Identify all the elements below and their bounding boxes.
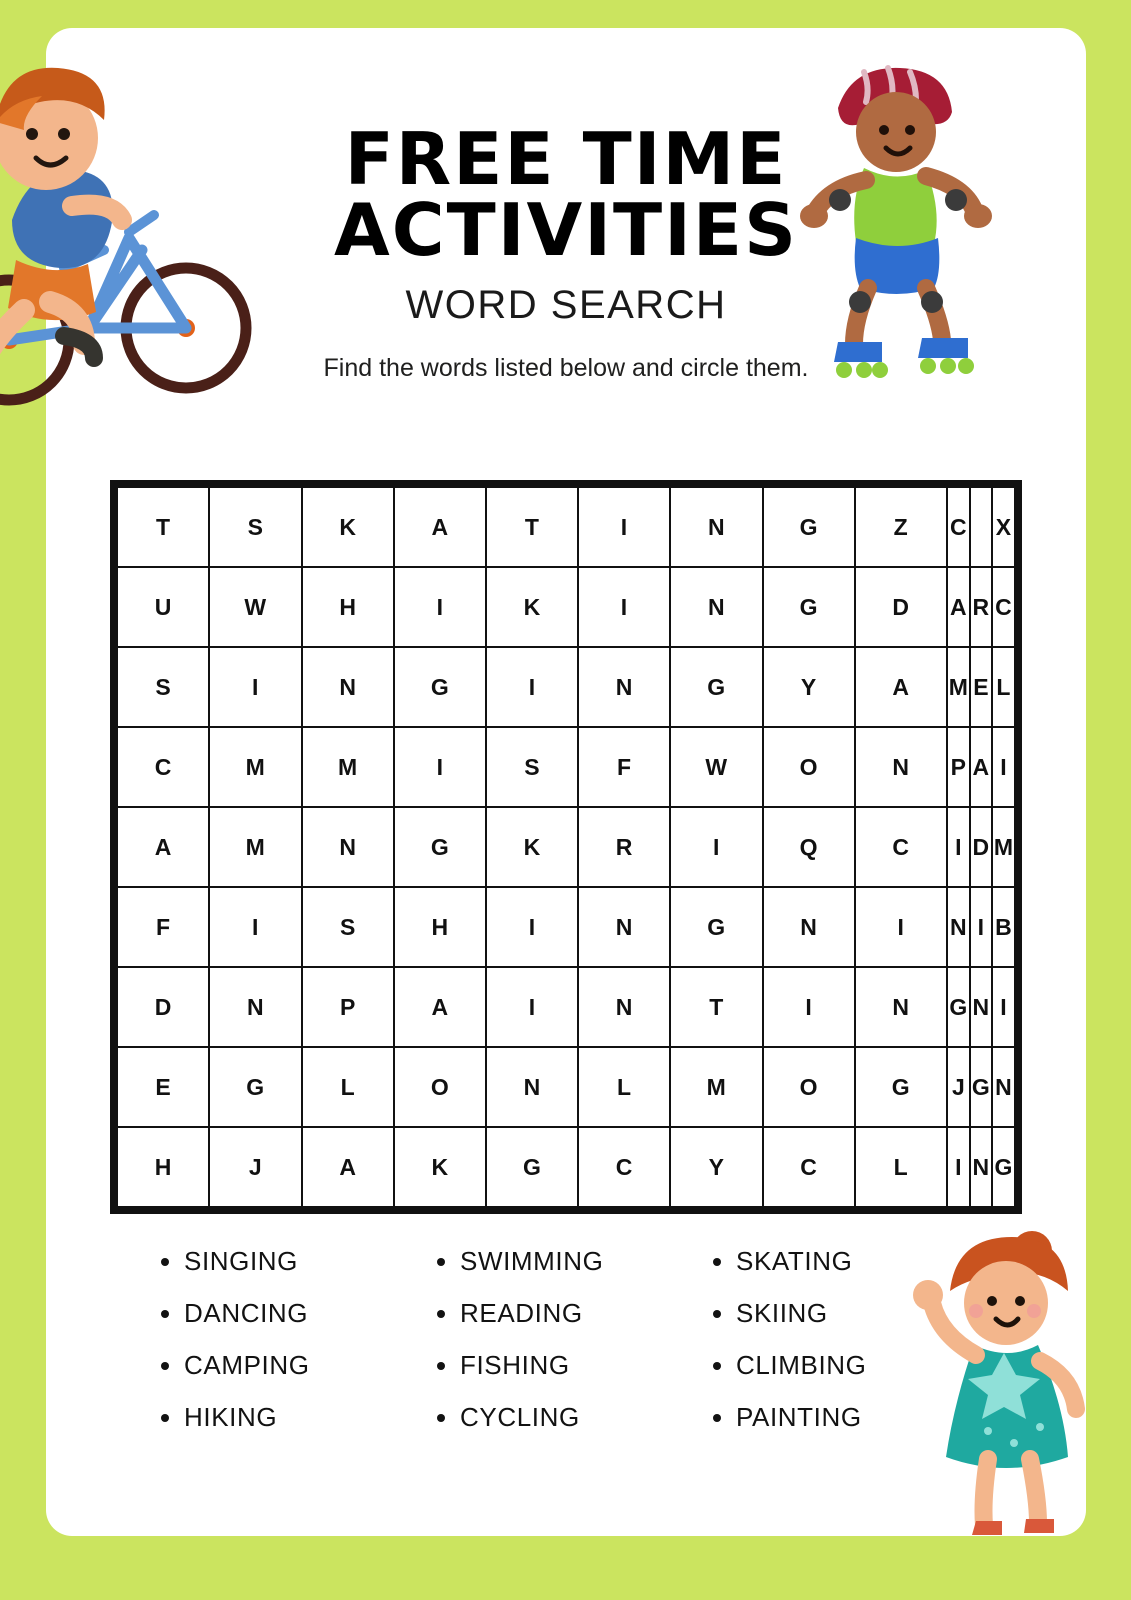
- grid-cell[interactable]: G: [763, 487, 855, 567]
- grid-cell[interactable]: O: [763, 1047, 855, 1127]
- grid-cell[interactable]: S: [302, 887, 394, 967]
- girl-waving-illustration: [880, 1215, 1100, 1565]
- grid-cell[interactable]: F: [578, 727, 670, 807]
- word-list: [156, 1246, 986, 1454]
- grid-cell[interactable]: R: [578, 807, 670, 887]
- grid-cell[interactable]: N: [486, 1047, 578, 1127]
- grid-cell[interactable]: A: [117, 807, 209, 887]
- grid-cell[interactable]: Y: [763, 647, 855, 727]
- instructions-text: Find the words listed below and circle them.: [323, 354, 809, 383]
- grid-cell[interactable]: Q: [763, 807, 855, 887]
- grid-cell[interactable]: X: [992, 487, 1015, 567]
- list-item: • SWIMMING: [460, 1246, 708, 1277]
- grid-cell[interactable]: R: [970, 567, 992, 647]
- grid-cell[interactable]: S: [117, 647, 209, 727]
- grid-body: [117, 487, 1015, 1207]
- grid-cell[interactable]: D: [855, 567, 947, 647]
- grid-cell[interactable]: W: [209, 567, 302, 647]
- grid-cell[interactable]: A: [970, 727, 992, 807]
- grid-cell[interactable]: I: [578, 567, 670, 647]
- grid-cell[interactable]: E: [117, 1047, 209, 1127]
- list-item: • FISHING: [460, 1350, 708, 1381]
- list-item: • SKATING: [736, 1246, 984, 1277]
- grid-cell[interactable]: J: [209, 1127, 302, 1207]
- grid-cell[interactable]: C: [117, 727, 209, 807]
- grid-cell[interactable]: N: [302, 807, 394, 887]
- grid-cell[interactable]: I: [486, 967, 578, 1047]
- table-row: [117, 807, 1015, 887]
- grid-cell[interactable]: M: [209, 727, 302, 807]
- list-item: • READING: [460, 1298, 708, 1329]
- grid-cell[interactable]: G: [670, 887, 763, 967]
- grid-cell[interactable]: D: [970, 807, 992, 887]
- grid-cell[interactable]: A: [394, 967, 486, 1047]
- grid-cell[interactable]: I: [578, 487, 670, 567]
- grid-cell[interactable]: C: [763, 1127, 855, 1207]
- grid-cell[interactable]: I: [394, 727, 486, 807]
- grid-cell[interactable]: K: [486, 567, 578, 647]
- grid-cell[interactable]: A: [302, 1127, 394, 1207]
- grid-cell[interactable]: G: [670, 647, 763, 727]
- grid-cell[interactable]: N: [947, 887, 970, 967]
- word-list-ul-1: [156, 1246, 432, 1433]
- grid-cell[interactable]: K: [486, 807, 578, 887]
- grid-cell[interactable]: C: [992, 567, 1015, 647]
- grid-cell[interactable]: F: [117, 887, 209, 967]
- grid-cell[interactable]: H: [117, 1127, 209, 1207]
- grid-cell[interactable]: G: [992, 1127, 1015, 1207]
- grid-cell[interactable]: N: [763, 887, 855, 967]
- grid-cell[interactable]: N: [578, 967, 670, 1047]
- grid-cell[interactable]: Y: [670, 1127, 763, 1207]
- grid-cell[interactable]: I: [486, 647, 578, 727]
- grid-cell[interactable]: S: [486, 727, 578, 807]
- grid-cell[interactable]: E: [970, 647, 992, 727]
- grid-cell[interactable]: A: [394, 487, 486, 567]
- grid-cell[interactable]: I: [970, 887, 992, 967]
- grid-cell[interactable]: A: [855, 647, 947, 727]
- grid-cell[interactable]: I: [992, 967, 1015, 1047]
- grid-cell[interactable]: Z: [855, 487, 947, 567]
- grid-cell[interactable]: H: [394, 887, 486, 967]
- list-item: • HIKING: [184, 1402, 432, 1433]
- grid-cell[interactable]: N: [992, 1047, 1015, 1127]
- grid-cell[interactable]: G: [486, 1127, 578, 1207]
- grid-cell[interactable]: S: [209, 487, 302, 567]
- grid-cell[interactable]: N: [578, 647, 670, 727]
- grid-cell[interactable]: U: [117, 567, 209, 647]
- grid-cell[interactable]: N: [670, 567, 763, 647]
- grid-cell[interactable]: T: [670, 967, 763, 1047]
- grid-cell[interactable]: N: [970, 967, 992, 1047]
- grid-cell[interactable]: L: [855, 1127, 947, 1207]
- table-row: [117, 567, 1015, 647]
- title-line-1: FREE TIME: [344, 117, 788, 201]
- grid-cell[interactable]: I: [992, 727, 1015, 807]
- grid-cell[interactable]: B: [992, 887, 1015, 967]
- grid-cell[interactable]: I: [394, 567, 486, 647]
- grid-cell[interactable]: I: [855, 887, 947, 967]
- grid-cell[interactable]: G: [763, 567, 855, 647]
- grid-cell[interactable]: I: [947, 807, 970, 887]
- grid-cell[interactable]: J: [947, 1047, 970, 1127]
- table-row: [117, 887, 1015, 967]
- grid-cell[interactable]: N: [970, 1127, 992, 1207]
- table-row: [117, 1047, 1015, 1127]
- list-item: • CLIMBING: [736, 1350, 984, 1381]
- grid-cell[interactable]: L: [302, 1047, 394, 1127]
- list-item: • PAINTING: [736, 1402, 984, 1433]
- table-row: [117, 1127, 1015, 1207]
- grid-cell[interactable]: N: [855, 727, 947, 807]
- table-row: [117, 487, 1015, 567]
- grid-cell[interactable]: K: [394, 1127, 486, 1207]
- grid-cell[interactable]: I: [670, 807, 763, 887]
- grid-cell[interactable]: N: [670, 487, 763, 567]
- grid-cell[interactable]: G: [855, 1047, 947, 1127]
- grid-cell[interactable]: G: [394, 807, 486, 887]
- grid-cell[interactable]: I: [209, 887, 302, 967]
- list-item: • DANCING: [184, 1298, 432, 1329]
- grid-cell[interactable]: I: [947, 1127, 970, 1207]
- grid-cell[interactable]: O: [394, 1047, 486, 1127]
- grid-cell[interactable]: M: [302, 727, 394, 807]
- grid-cell[interactable]: T: [486, 487, 578, 567]
- grid-cell[interactable]: D: [117, 967, 209, 1047]
- grid-cell[interactable]: M: [670, 1047, 763, 1127]
- grid-cell[interactable]: I: [209, 647, 302, 727]
- grid-cell[interactable]: C: [855, 807, 947, 887]
- grid-cell[interactable]: I: [763, 967, 855, 1047]
- grid-cell[interactable]: P: [302, 967, 394, 1047]
- grid-cell[interactable]: M: [209, 807, 302, 887]
- grid-cell[interactable]: L: [992, 647, 1015, 727]
- grid-cell[interactable]: I: [486, 887, 578, 967]
- grid-cell[interactable]: A: [947, 567, 970, 647]
- list-item: • SINGING: [184, 1246, 432, 1277]
- word-search-grid: [110, 480, 1022, 1214]
- grid-cell[interactable]: N: [578, 887, 670, 967]
- grid-cell[interactable]: H: [302, 567, 394, 647]
- word-list-ul-2: [432, 1246, 708, 1433]
- grid-cell[interactable]: [970, 487, 992, 567]
- list-item: • CYCLING: [460, 1402, 708, 1433]
- boy-roller-skating-illustration: [780, 50, 1030, 400]
- table-row: [117, 967, 1015, 1047]
- boy-on-bicycle-illustration: [0, 10, 254, 430]
- grid-cell[interactable]: N: [302, 647, 394, 727]
- grid-cell[interactable]: O: [763, 727, 855, 807]
- grid-cell[interactable]: M: [947, 647, 970, 727]
- grid-cell[interactable]: C: [578, 1127, 670, 1207]
- list-item: • SKIING: [736, 1298, 984, 1329]
- grid-cell[interactable]: G: [394, 647, 486, 727]
- grid-table: [116, 486, 1016, 1208]
- grid-cell[interactable]: W: [670, 727, 763, 807]
- word-list-column-2: [432, 1246, 708, 1454]
- list-item: • CAMPING: [184, 1350, 432, 1381]
- grid-cell[interactable]: P: [947, 727, 970, 807]
- table-row: [117, 647, 1015, 727]
- grid-cell[interactable]: G: [947, 967, 970, 1047]
- grid-cell[interactable]: N: [209, 967, 302, 1047]
- grid-cell[interactable]: G: [970, 1047, 992, 1127]
- word-list-column-1: [156, 1246, 432, 1454]
- grid-cell[interactable]: L: [578, 1047, 670, 1127]
- grid-cell[interactable]: K: [302, 487, 394, 567]
- grid-cell[interactable]: M: [992, 807, 1015, 887]
- grid-cell[interactable]: G: [209, 1047, 302, 1127]
- grid-cell[interactable]: C: [947, 487, 970, 567]
- table-row: [117, 727, 1015, 807]
- page-subtitle: WORD SEARCH: [405, 283, 727, 328]
- grid-cell[interactable]: N: [855, 967, 947, 1047]
- grid-cell[interactable]: T: [117, 487, 209, 567]
- title-line-2: ACTIVITIES: [334, 187, 798, 272]
